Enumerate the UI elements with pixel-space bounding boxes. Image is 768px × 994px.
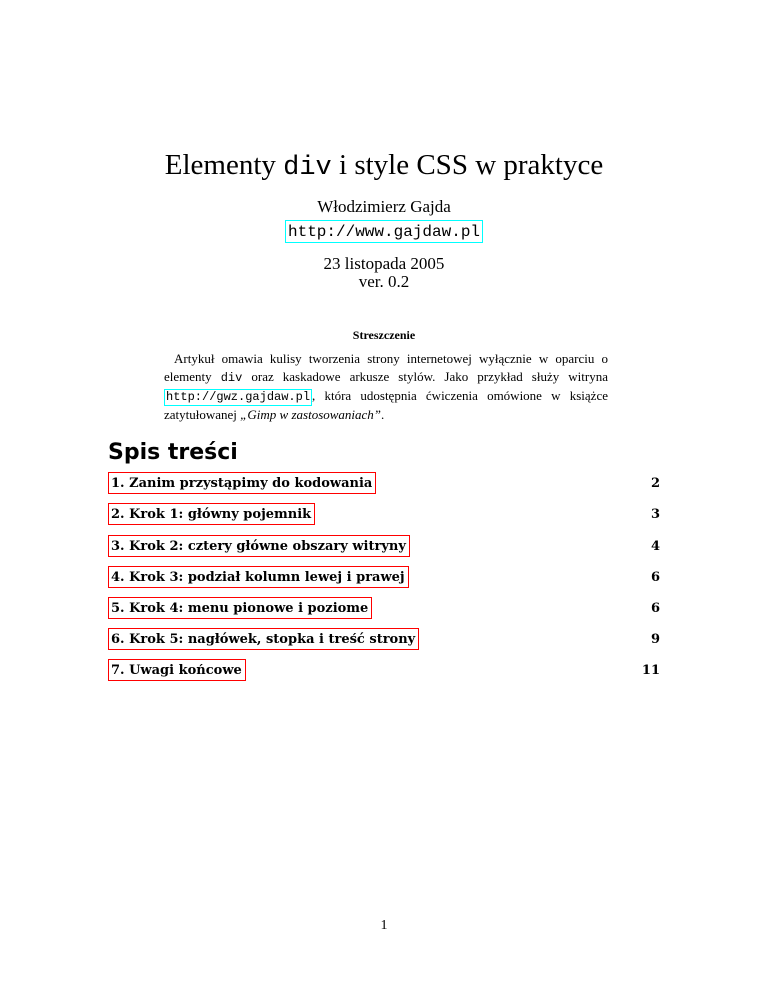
document-title [0,148,768,185]
toc-link-4[interactable]: 4. Krok 3: podział kolumn lewej i prawej [108,566,409,588]
toc-page-2: 3 [650,507,660,522]
toc-page-7: 11 [641,663,660,678]
toc-page-4: 6 [650,570,660,585]
toc-entry-3 [108,535,660,557]
toc-page-1: 2 [650,476,660,491]
title-code: div [283,153,332,183]
toc-entry-1 [108,472,660,494]
page-number: 1 [380,918,388,933]
author-url-row [0,220,768,243]
toc-entry-2 [108,503,660,525]
abstract-book-title: „Gimp w zastosowaniach” [240,407,382,422]
toc-link-7[interactable]: 7. Uwagi końcowe [108,659,246,681]
author-url-link[interactable]: http://www.gajdaw.pl [285,220,483,243]
abstract-text-3: , która udostępnia ćwiczenia omówione w książce zatytułowanej [164,388,608,422]
toc-link-5[interactable]: 5. Krok 4: menu pionowe i poziome [108,597,372,619]
abstract-text-2: oraz kaskadowe arkusze stylów. Jako przykład służy witryna [251,369,609,384]
toc-link-2[interactable]: 2. Krok 1: główny pojemnik [108,503,315,525]
document-version: ver. 0.2 [358,272,410,291]
toc-entry-4 [108,566,660,588]
toc-page-5: 6 [650,601,660,616]
title-prefix: Elementy [164,149,276,181]
toc-entry-5 [108,597,660,619]
toc-heading: Spis treści [108,440,238,465]
toc-page-6: 9 [650,632,660,647]
abstract-url-link[interactable]: http://gwz.gajdaw.pl [166,390,311,404]
abstract-body [164,350,608,424]
toc-link-3[interactable]: 3. Krok 2: cztery główne obszary witryny [108,535,410,557]
toc-entry-7 [108,659,660,681]
abstract-text-1: Artykuł omawia kulisy tworzenia strony internetowej wyłącznie w oparciu o elementy [164,351,608,384]
toc-page-3: 4 [650,539,660,554]
toc-link-6[interactable]: 6. Krok 5: nagłówek, stopka i treść strony [108,628,419,650]
toc-entry-6 [108,628,660,650]
author-name: Włodzimierz Gajda [317,197,451,216]
title-suffix: i style CSS w praktyce [339,149,604,181]
abstract-heading: Streszczenie [352,328,416,342]
abstract-text-4: . [381,407,385,422]
toc-link-1[interactable]: 1. Zanim przystąpimy do kodowania [108,472,376,494]
abstract-code: div [220,371,243,385]
document-date: 23 listopada 2005 [323,254,445,273]
